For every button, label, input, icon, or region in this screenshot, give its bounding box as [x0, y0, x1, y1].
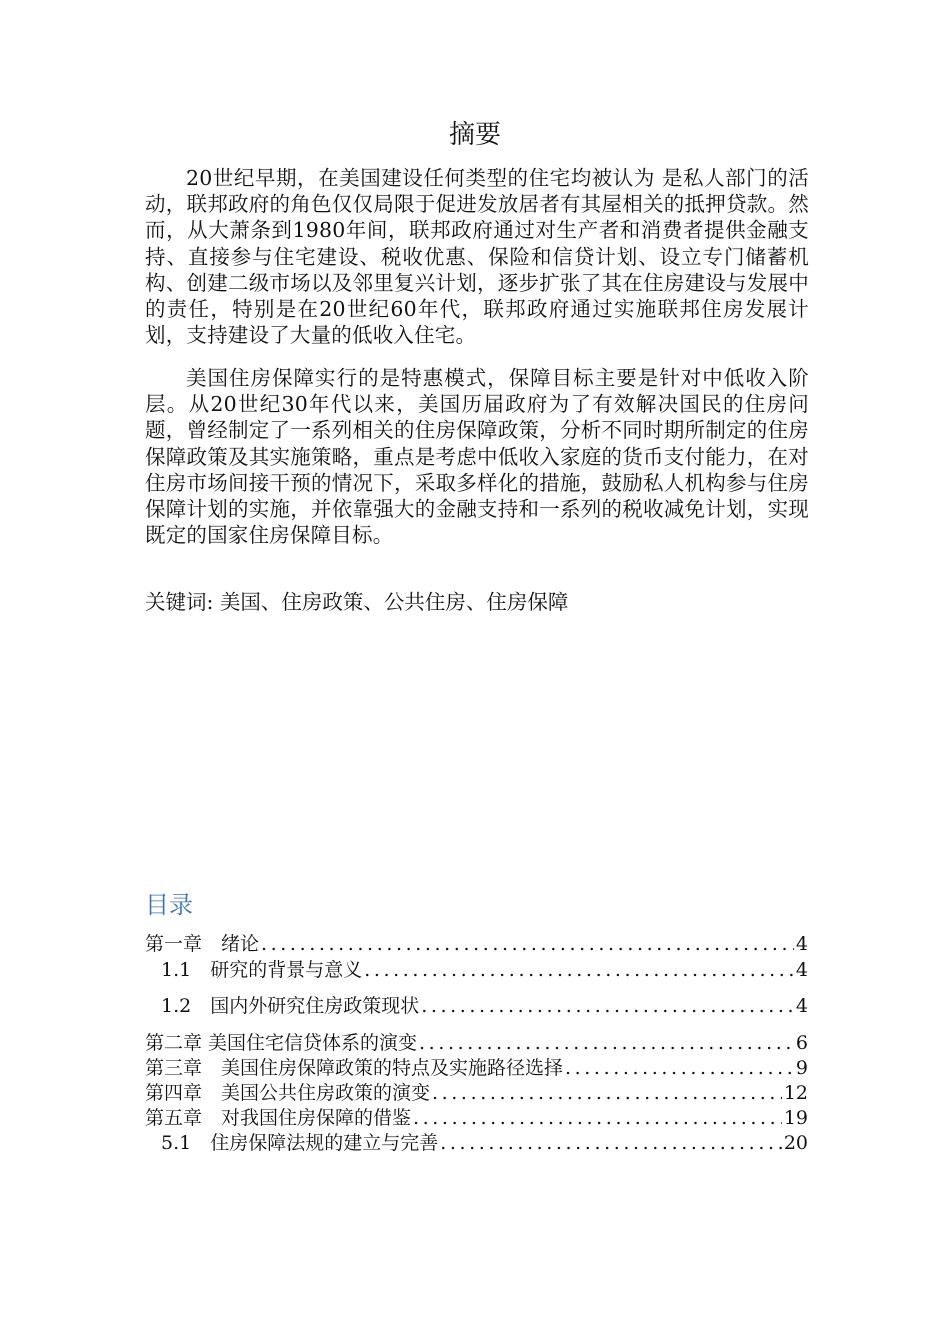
toc-entry-text: 5.1 住房保障法规的建立与完善: [161, 1132, 439, 1154]
toc-entry-page: 6: [795, 1032, 808, 1054]
toc-leader-dots: [364, 958, 794, 982]
abstract-paragraph-1: 20世纪早期，在美国建设任何类型的住宅均被认为 是私人部门的活动，联邦政府的角色仅仅局限于促进发放居者有其屋相关的抵押贷款。然而，从大萧条到1980年间，联邦政府通过对生产者和消费者提供金融支持、直接参与住宅建设、税收优惠、保险和信贷计划、设立专门储蓄机构、创建二级市场以及邻里复兴计划，逐步扩张了其在住房建设与发展中的责任，特别是在20世纪60年代，联邦政府通过实施联邦住房发展计划，支持建设了大量的低收入住宅。: [145, 166, 809, 348]
toc-entry-text: 1.2 国内外研究住房政策现状: [161, 995, 420, 1017]
toc-entry-text: 第四章 美国公共住房政策的演变: [145, 1082, 431, 1104]
toc-entry-chapter-5[interactable]: [145, 1106, 808, 1130]
toc-entry-text: 第三章 美国住房保障政策的特点及实施路径选择: [145, 1057, 564, 1079]
toc-entry-page: 4: [795, 959, 808, 981]
toc-entry-text: 第五章 对我国住房保障的借鉴: [145, 1107, 412, 1129]
toc-entry-page: 9: [795, 1057, 808, 1079]
toc-heading: 目录: [145, 891, 193, 919]
toc-leader-dots: [440, 1131, 782, 1155]
toc-entry-section-5-1[interactable]: [161, 1131, 808, 1155]
toc-entry-text: 1.1 研究的背景与意义: [161, 959, 363, 981]
toc-leader-dots: [421, 994, 794, 1018]
toc-leader-dots: [413, 1106, 782, 1130]
toc-leader-dots: [432, 1081, 782, 1105]
toc-entry-chapter-3[interactable]: [145, 1056, 808, 1080]
toc-entry-text: 第二章 美国住宅信贷体系的演变: [145, 1032, 418, 1054]
toc-entry-page: 20: [783, 1132, 808, 1154]
toc-entry-chapter-2[interactable]: [145, 1031, 808, 1055]
toc-entry-page: 12: [783, 1082, 808, 1104]
toc-entry-page: 19: [783, 1107, 808, 1129]
abstract-title: 摘要: [448, 120, 501, 150]
toc-entry-text: 第一章 绪论: [145, 933, 260, 955]
toc-entry-page: 4: [795, 933, 808, 955]
keywords-line: 关键词: 美国、住房政策、公共住房、住房保障: [145, 590, 569, 614]
toc-entry-section-1-2[interactable]: [161, 994, 808, 1018]
toc-entry-section-1-1[interactable]: [161, 958, 808, 982]
toc-leader-dots: [419, 1031, 794, 1055]
abstract-paragraph-2: 美国住房保障实行的是特惠模式，保障目标主要是针对中低收入阶层。从20世纪30年代以来，美国历届政府为了有效解决国民的住房问题，曾经制定了一系列相关的住房保障政策，分析不同时期所制定的住房保障政策及其实施策略，重点是考虑中低收入家庭的货币支付能力，在对住房市场间接干预的情况下，采取多样化的措施，鼓励私人机构参与住房保障计划的实施，并依靠强大的金融支持和一系列的税收减免计划，实现既定的国家住房保障目标。: [145, 366, 809, 548]
toc-entry-chapter-1[interactable]: [145, 932, 808, 956]
toc-leader-dots: [261, 932, 794, 956]
toc-entry-page: 4: [795, 995, 808, 1017]
toc-entry-chapter-4[interactable]: [145, 1081, 808, 1105]
toc-leader-dots: [565, 1056, 794, 1080]
